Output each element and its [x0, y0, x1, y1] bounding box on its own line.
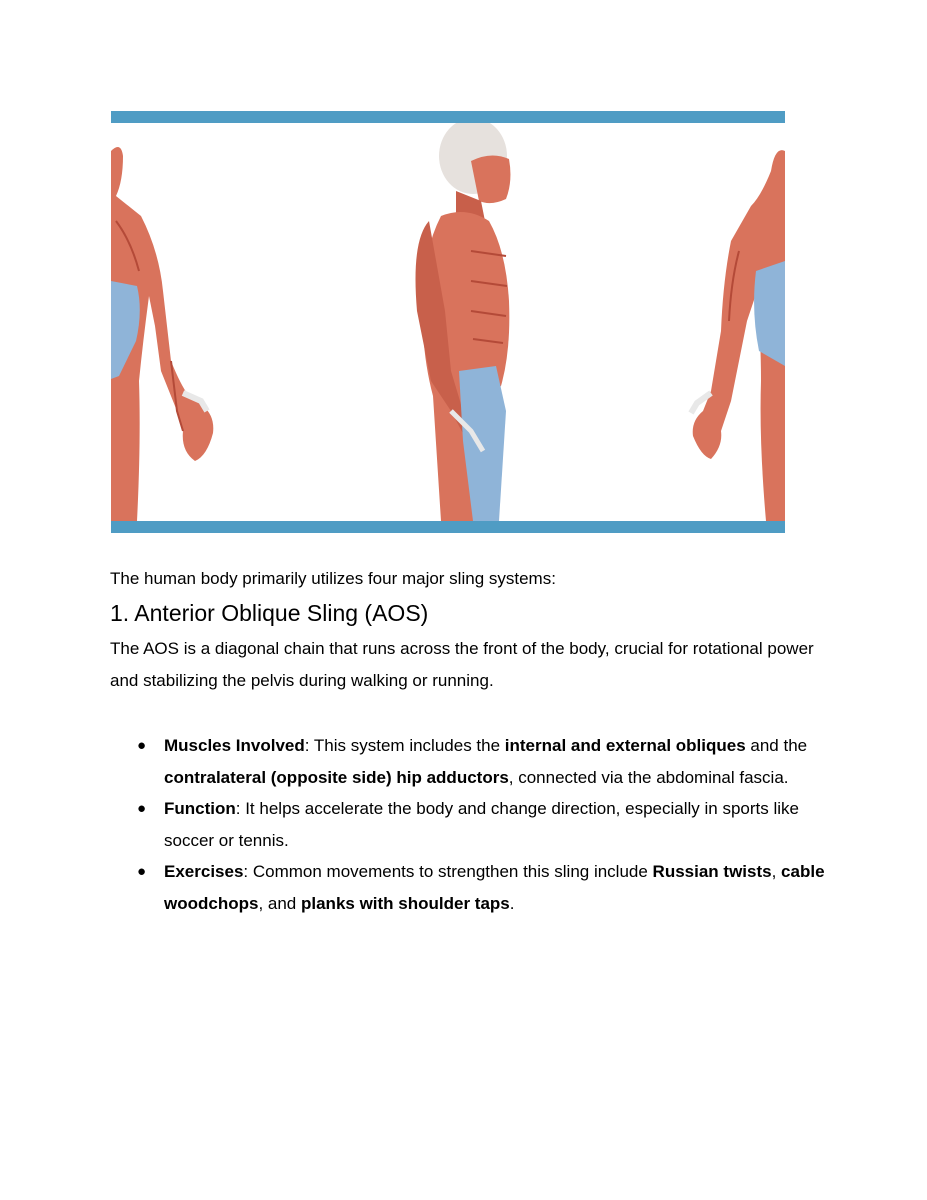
bullet-item [137, 856, 827, 919]
bullet-item [137, 793, 827, 856]
bullet-list [137, 730, 827, 919]
anatomy-figure [111, 111, 785, 533]
section-paragraph: The AOS is a diagonal chain that runs across the front of the body, crucial for rotational power and stabilizing the pelvis during walking or running. [110, 639, 814, 690]
text-run: , and [258, 893, 301, 913]
bullet-item [137, 730, 827, 793]
section-heading: 1. Anterior Oblique Sling (AOS) [110, 600, 429, 626]
muscle-anatomy-illustration [111, 111, 785, 533]
text-run: , [771, 862, 782, 881]
intro-text: The human body primarily utilizes four major sling systems: [110, 569, 556, 588]
figure-bottom-bar [111, 521, 785, 533]
bold-text: Russian twists [652, 862, 772, 881]
bullet-marker: ● [137, 737, 147, 754]
text-run: , connected via the abdominal fascia. [508, 767, 789, 787]
figure-top-bar [111, 111, 785, 123]
bold-text: Function [164, 799, 236, 818]
bold-text: Exercises [164, 862, 244, 881]
text-run: : It helps accelerate the body and change direction, especially in sports like soccer or tennis. [164, 799, 799, 850]
text-run: : Common movements to strengthen this sling include [243, 862, 653, 881]
text-run: . [509, 893, 515, 913]
bullet-marker: ● [137, 800, 147, 817]
bold-text: internal and external obliques [504, 736, 746, 755]
bold-text: Muscles Involved [164, 736, 305, 755]
text-run: : This system includes the [304, 736, 505, 755]
bold-text: planks with shoulder taps [301, 893, 510, 913]
text-run: and the [745, 736, 808, 755]
bullet-marker: ● [137, 863, 147, 880]
bold-text: cable woodchops [164, 862, 825, 913]
bold-text: contralateral (opposite side) hip adductors [164, 767, 509, 787]
